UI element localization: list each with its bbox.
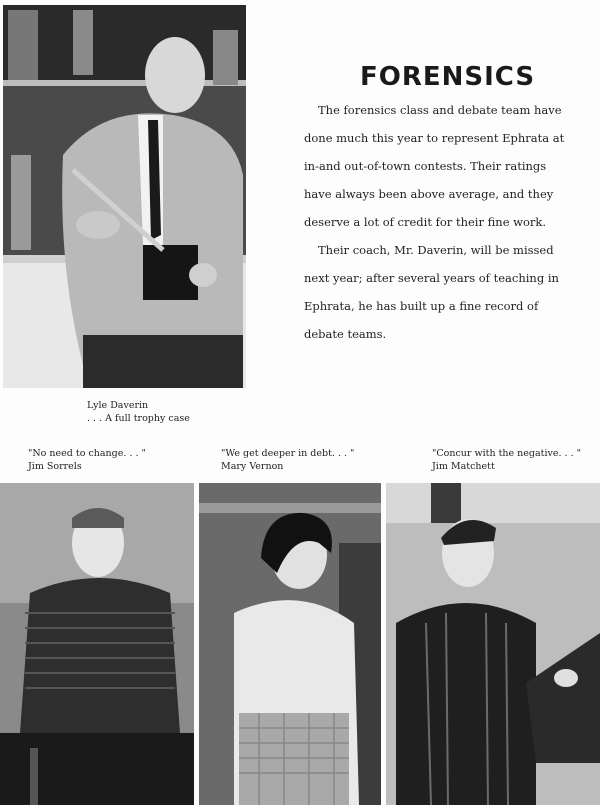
speaker-caption-3 bbox=[432, 447, 581, 473]
speaker-caption-2 bbox=[221, 447, 354, 473]
speaker-photo-2 bbox=[199, 483, 381, 805]
main-photo-caption bbox=[87, 399, 190, 425]
page-title: FORENSICS bbox=[360, 62, 536, 92]
speaker-quote: "No need to change. . . " bbox=[28, 448, 146, 459]
caption-text: . . . A full trophy case bbox=[87, 413, 190, 424]
speaker-quote: "We get deeper in debt. . . " bbox=[221, 448, 355, 459]
speaker-illustration bbox=[199, 483, 381, 805]
speaker-name: Jim Matchett bbox=[432, 461, 495, 472]
speaker-photo-1 bbox=[0, 483, 194, 805]
trophy-case-photo bbox=[3, 5, 246, 388]
speaker-quote: "Concur with the negative. . . " bbox=[432, 448, 581, 459]
speaker-illustration bbox=[0, 483, 194, 805]
paragraph: The forensics class and debate team have done much this year to represent Ephrata at in-and out-of-town contests. Their ratings have always been above average, and they deserve a lot of credit for their fine work. bbox=[304, 103, 565, 229]
speaker-photo-3 bbox=[386, 483, 600, 805]
speaker-illustration bbox=[386, 483, 600, 805]
paragraph: Their coach, Mr. Daverin, will be missed next year; after several years of teaching in Ephrata, he has built up a fine record of debate teams. bbox=[304, 243, 559, 341]
speaker-name: Jim Sorrels bbox=[28, 461, 82, 472]
speaker-name: Mary Vernon bbox=[221, 461, 284, 472]
caption-name: Lyle Daverin bbox=[87, 400, 149, 411]
article-body bbox=[304, 96, 566, 348]
trophy-case-illustration bbox=[3, 5, 246, 388]
speaker-caption-1 bbox=[28, 447, 146, 473]
